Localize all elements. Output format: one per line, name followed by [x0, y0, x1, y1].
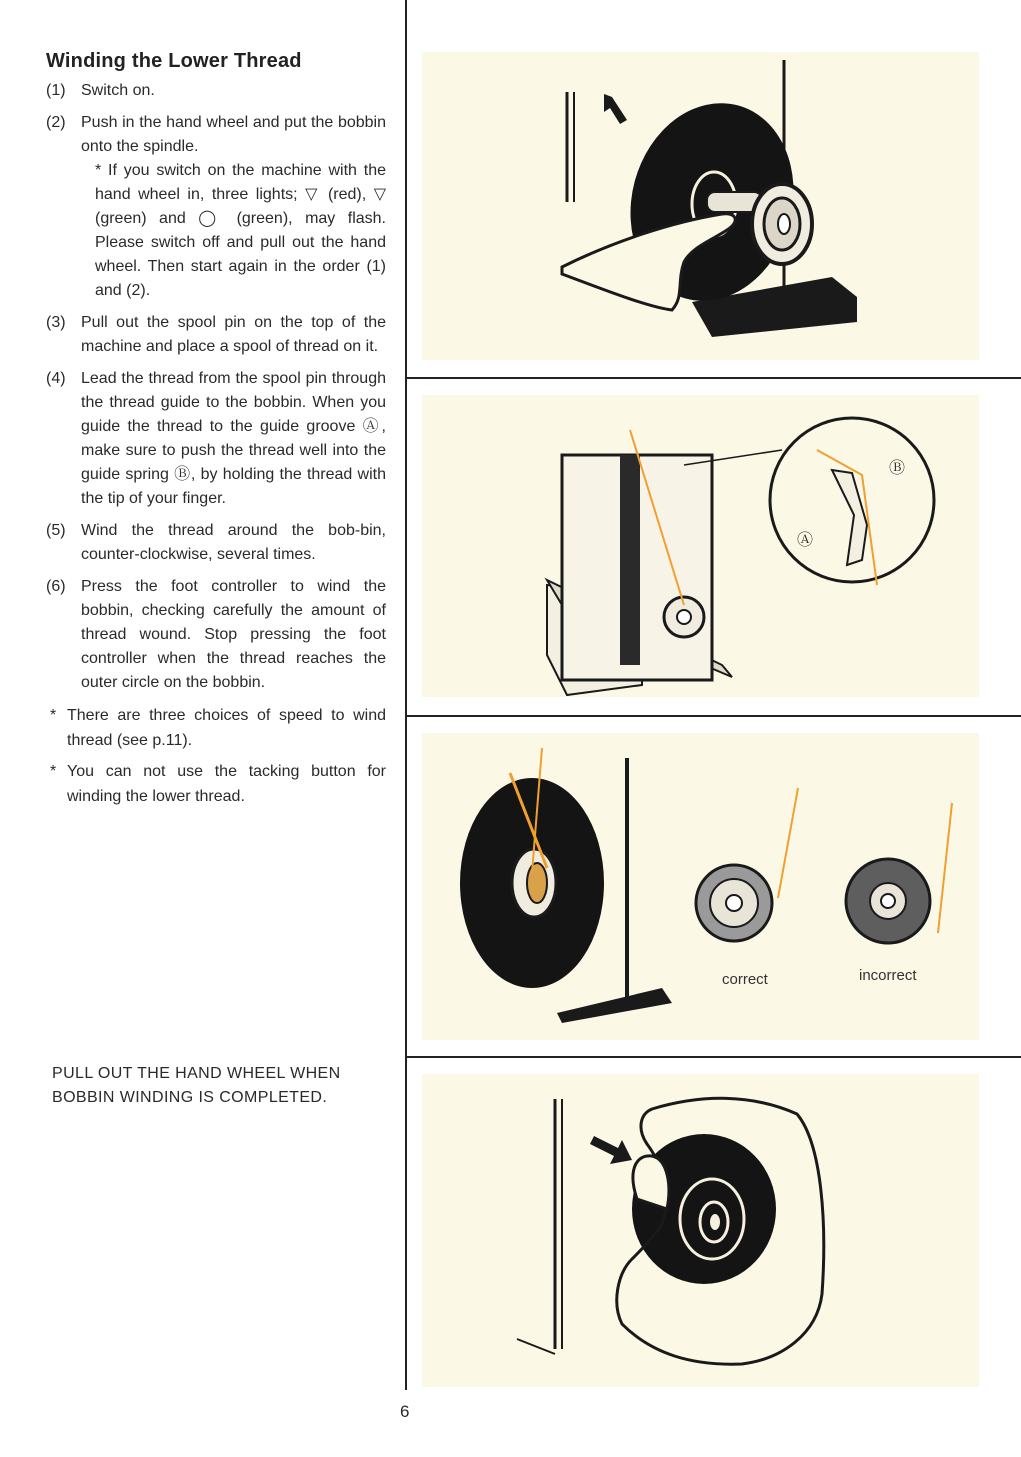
step-number: (2) [46, 114, 66, 131]
step-number: (1) [46, 82, 66, 99]
figure-divider-2 [405, 715, 1021, 717]
figure-divider-1 [405, 377, 1021, 379]
correct-label: correct [722, 971, 768, 988]
step-6 [46, 575, 386, 695]
step-text: Press the foot controller to wind the bobbin, checking carefully the amount of thread wound. Stop pressing the foot controller when the thread reaches the outer circle on the bobbin. [81, 578, 386, 691]
guide-groove-label-a: Ⓐ [797, 532, 814, 549]
step-note: * If you switch on the machine with the hand wheel in, three lights; ▽ (red), ▽ (green) and ◯ (green), may flash. Please switch off and pull out the hand wheel. Then start again in the order (1) and (2). [95, 162, 386, 299]
asterisk: * [50, 763, 57, 780]
step-4 [46, 367, 386, 511]
page-number: 6 [400, 1402, 410, 1421]
winding-comparison-illustration [422, 733, 979, 1040]
note-text: There are three choices of speed to wind thread (see p.11). [67, 707, 386, 749]
section-title: Winding the Lower Thread [46, 50, 302, 72]
asterisk: * [50, 707, 57, 724]
step-number: (4) [46, 370, 66, 387]
figure-divider-3 [405, 1056, 1021, 1058]
figure-push-hand-wheel [422, 52, 979, 360]
incorrect-label: incorrect [859, 967, 917, 984]
speed-note [46, 703, 386, 753]
step-text: Pull out the spool pin on the top of the machine and place a spool of thread on it. [81, 314, 386, 355]
figure-pull-out-hand-wheel [422, 1074, 979, 1387]
step-text: Switch on. [81, 82, 155, 99]
step-text: Push in the hand wheel and put the bobbin onto the spindle. [81, 114, 386, 155]
step-number: (3) [46, 314, 66, 331]
column-divider [405, 0, 407, 1390]
step-text: Wind the thread around the bob-bin, counter-clockwise, several times. [81, 522, 386, 563]
warning-line-1: PULL OUT THE HAND WHEEL WHEN [52, 1065, 341, 1082]
hand-wheel-pull-illustration [422, 1074, 979, 1387]
step-2 [46, 111, 386, 303]
figure-bobbin-correct-incorrect [422, 733, 979, 1040]
step-number: (6) [46, 578, 66, 595]
completion-warning [52, 1062, 392, 1110]
hand-wheel-push-illustration [422, 52, 979, 360]
step-5 [46, 519, 386, 567]
warning-line-2: BOBBIN WINDING IS COMPLETED. [52, 1089, 328, 1106]
tacking-note [46, 759, 386, 809]
instructions-column [46, 50, 386, 815]
threading-illustration [422, 395, 979, 697]
step-number: (5) [46, 522, 66, 539]
figure-threading-path [422, 395, 979, 697]
guide-spring-label-b: Ⓑ [889, 460, 906, 477]
step-text: Lead the thread from the spool pin through the thread guide to the bobbin. When you guide the thread to the guide groove Ⓐ, make sure to push the thread well into the guide spring Ⓑ, by holding the thread with the tip of your finger. [81, 370, 386, 507]
note-text: You can not use the tacking button for winding the lower thread. [67, 763, 386, 805]
step-1 [46, 79, 386, 103]
step-3 [46, 311, 386, 359]
